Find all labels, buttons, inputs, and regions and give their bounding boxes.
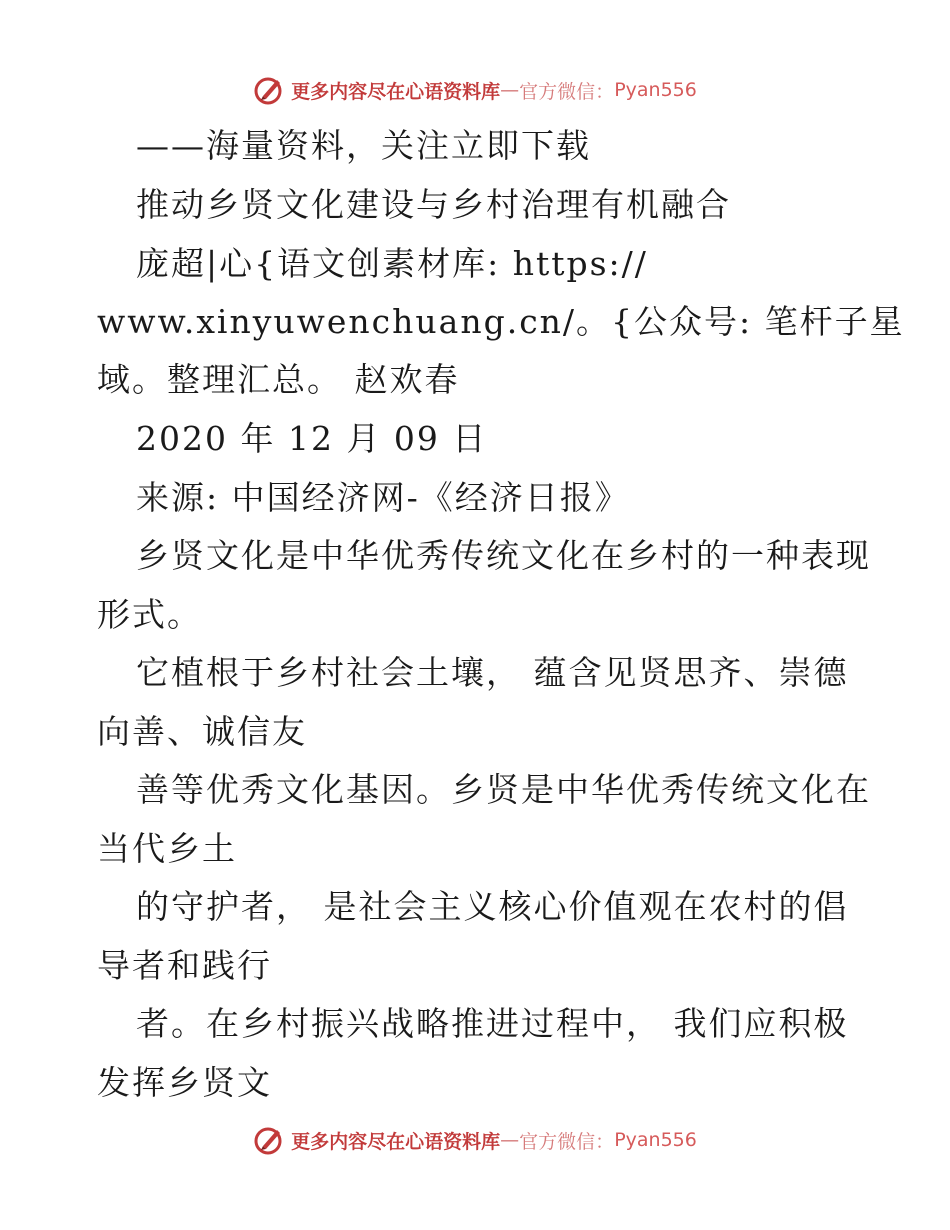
text-line: 乡贤文化是中华优秀传统文化在乡村的一种表现 bbox=[136, 536, 871, 575]
text-line: 者。在乡村振兴战略推进过程中， 我们应积极 bbox=[136, 1004, 849, 1043]
banner-dash: — bbox=[500, 79, 520, 101]
brush-logo-icon bbox=[253, 1124, 285, 1156]
text-line: ——海量资料，关注立即下载 bbox=[136, 126, 591, 165]
text-line: 域。整理汇总。 赵欢春 bbox=[97, 360, 460, 399]
text-line: 导者和践行 bbox=[97, 946, 272, 985]
banner-dash: — bbox=[500, 1129, 520, 1151]
banner-wechat-id: Pyan556 bbox=[614, 1129, 697, 1151]
text-line: 向善、诚信友 bbox=[97, 712, 307, 751]
text-line: 庞超|心{语文创素材库: https:// bbox=[136, 244, 648, 283]
article-title: 推动乡贤文化建设与乡村治理有机融合 bbox=[136, 185, 731, 224]
footer-banner bbox=[0, 1120, 950, 1160]
banner-wechat-id: Pyan556 bbox=[614, 79, 697, 101]
text-line: www.xinyuwenchuang.cn/。{公众号: 笔杆子星 bbox=[97, 302, 905, 341]
banner-wechat-label: 官方微信： bbox=[519, 80, 615, 103]
text-line: 形式。 bbox=[97, 595, 202, 634]
date-line: 2020 年 12 月 09 日 bbox=[136, 419, 488, 458]
banner-title: 更多内容尽在心语资料库 bbox=[291, 1130, 501, 1153]
banner-title: 更多内容尽在心语资料库 bbox=[291, 80, 501, 103]
source-line: 来源: 中国经济网-《经济日报》 bbox=[136, 478, 630, 517]
text-line: 发挥乡贤文 bbox=[97, 1063, 272, 1102]
text-line: 的守护者， 是社会主义核心价值观在农村的倡 bbox=[136, 887, 849, 926]
text-line: 当代乡土 bbox=[97, 829, 237, 868]
banner-wechat-label: 官方微信： bbox=[519, 1130, 615, 1153]
text-line: 善等优秀文化基因。乡贤是中华优秀传统文化在 bbox=[136, 770, 871, 809]
text-line: 它植根于乡村社会土壤， 蕴含见贤思齐、崇德 bbox=[136, 653, 849, 692]
